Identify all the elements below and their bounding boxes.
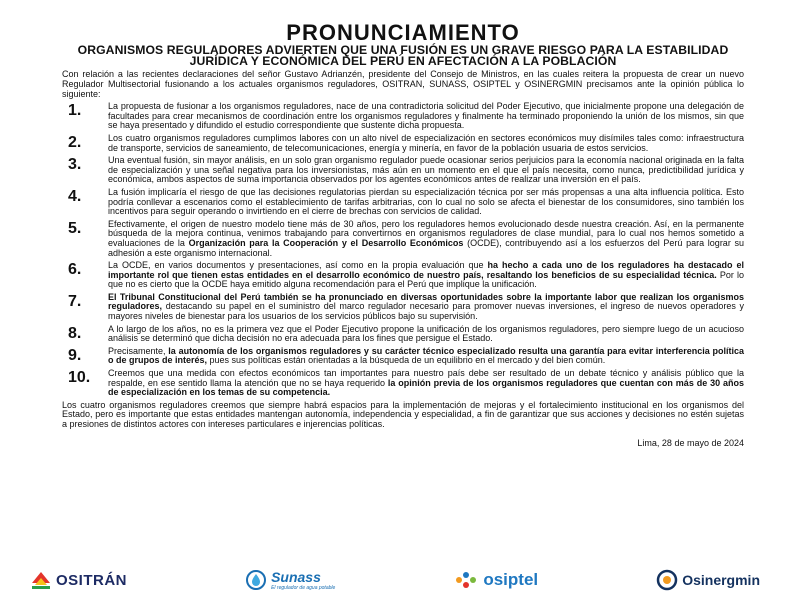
list-item xyxy=(62,261,744,290)
list-item xyxy=(62,293,744,322)
item-text-bold: la opinión previa de los organismos reguladores que cuentan con más de 30 años de especialización en los temas de su competencia. xyxy=(108,377,745,398)
sunass-drop-icon xyxy=(245,569,267,591)
item-text-bold: Organización para la Cooperación y el Desarrollo Económicos xyxy=(188,237,464,248)
item-number: 6. xyxy=(68,261,82,279)
item-number: 9. xyxy=(68,346,82,364)
item-text-post: (OCDE), contribuyendo así a los esfuerzos del Perú para lograr su adhesión a este organismo internacional. xyxy=(108,237,744,258)
item-text-pre: Una eventual fusión, sin mayor análisis, en un solo gran organismo regulador puede ocasionar serios perjuicios para la economía nacional originada en la falta de especialización y una señal negativa para los inversionistas, más aún en un momento en el que el país necesita, como nunca, predictibilidad jurídica y económica, ambos aspectos de suma importancia observados por los agentes económicos antes de realizar una inversión en el país. xyxy=(108,155,744,185)
document-title: PRONUNCIAMIENTO xyxy=(286,20,520,45)
item-text xyxy=(108,261,744,290)
list-item xyxy=(62,220,744,258)
item-number: 7. xyxy=(68,292,82,310)
item-text xyxy=(108,325,744,344)
closing-paragraph: Los cuatro organismos reguladores creemos que siempre habrá espacios para la implementación de mejoras y el fortalecimiento institucional en los organismos del Estado, pero es importante que estas entidades mantengan autonomía, independencia y especialidad, a fin de garantizar que sus acciones y decisiones no estén sujetas a presiones de distintos actores con intereses particulares e injerencias políticas. xyxy=(62,399,744,429)
item-text xyxy=(108,188,744,217)
ositran-emblem-icon xyxy=(30,569,52,591)
osiptel-logo xyxy=(453,569,538,591)
item-text xyxy=(108,347,744,366)
item-number: 10. xyxy=(68,369,91,387)
item-text xyxy=(108,293,744,322)
item-number: 2. xyxy=(68,133,82,151)
item-text-pre: La fusión implicaría el riesgo de que las decisiones regulatorias pierdan su especialización técnica por ser más propensas a una alta influencia política. Esto podría conllevar a escenarios como el establecimiento de tarifas arbitrarias, con lo cual no solo se afecta el bienestar de los consumidores, sino también los incentivos para seguir operando o invirtiendo en el cierre de brechas con servicios de calidad. xyxy=(108,186,744,217)
osiptel-wordmark: osiptel xyxy=(483,570,539,589)
item-number: 4. xyxy=(68,187,82,205)
osiptel-emblem-icon xyxy=(453,569,479,591)
item-text-post: pues sus políticas están orientadas a la búsqueda de un equilibrio en el mercado y del bien común. xyxy=(207,355,606,366)
item-number: 3. xyxy=(68,156,82,174)
item-text xyxy=(108,220,744,258)
item-text-pre: Precisamente, xyxy=(108,345,169,356)
item-text-pre: La propuesta de fusionar a los organismos reguladores, nace de una contradictoria solicitud del Poder Ejecutivo, que inicialmente propone una delegación de facultades para crear mecanismos de coordinación entre los organismos reguladores y finalmente ha terminado proponiendo la unión de los mismos, sin que se haya presentado y difundido el estudio correspondiente que sustente dicha propuesta. xyxy=(108,101,744,131)
item-text-bold: ha hecho a cada uno de los reguladores ha destacado el importante rol que tienen estas entidades en el desarrollo económico de nuestro país, resaltando los beneficios de su especialidad técnica. xyxy=(108,260,744,280)
item-text xyxy=(108,102,744,131)
item-text xyxy=(108,369,744,398)
document-subtitle: ORGANISMOS REGULADORES ADVIERTEN QUE UNA FUSIÓN ES UN GRAVE RIESGO PARA LA ESTABILIDAD JURÍDICA Y ECONÓMICA DEL PERÚ EN AFECTACIÓN A LA POBLACIÓN xyxy=(77,43,729,69)
item-text-pre: Efectivamente, el origen de nuestro modelo tiene más de 30 años, pero los reguladores hemos evolucionado desde nuestra creación. Así, en la permanente búsqueda de la mejora continua, venimos trabajando para convertirnos en organismos reguladores de clase mundial, para lo cual nos hemos sometido a evaluaciones de la xyxy=(108,218,744,248)
sunass-logo xyxy=(245,569,335,591)
ositran-logo xyxy=(30,569,127,591)
list-item xyxy=(62,134,744,153)
list-item xyxy=(62,325,744,344)
logo-bar xyxy=(30,566,760,594)
list-item xyxy=(62,188,744,217)
osinergmin-emblem-icon xyxy=(656,569,678,591)
item-text-pre: A lo largo de los años, no es la primera vez que el Poder Ejecutivo propone la unificación de los organismos reguladores, pero siempre luego de un acucioso análisis se determinó que dicha decisión no era adecuada para los fines que persigue el Estado. xyxy=(108,323,744,344)
list-item xyxy=(62,347,744,366)
item-text-pre: Creemos que una medida con efectos económicos tan importantes para nuestro país debe ser resultado de un debate técnico y análisis público que la respalde, en ese sentido llama la atención que no se haya requerido xyxy=(108,368,744,388)
numbered-list xyxy=(62,102,744,398)
document-date: Lima, 28 de mayo de 2024 xyxy=(637,437,744,448)
list-item xyxy=(62,156,744,185)
item-text-post: Por lo que no es cierto que la OCDE haya emitido alguna recomendación para el Perú que implique la unificación. xyxy=(108,269,744,290)
intro-paragraph: Con relación a las recientes declaraciones del señor Gustavo Adrianzén, presidente del Consejo de Ministros, en las cuales reitera la propuesta de crear un nuevo Regulador Multisectorial fusionando a los actuales organismos reguladores, OSITRAN, SUNASS, OSIPTEL y OSINERGMIN precisamos ante la opinión pública lo siguiente: xyxy=(62,69,744,99)
item-text-bold: la autonomía de los organismos reguladores y su carácter técnico especializado resulta una garantía para evitar interferencia política o de grupos de interés, xyxy=(108,345,744,366)
osinergmin-logo xyxy=(656,569,760,591)
item-text-bold: El Tribunal Constitucional del Perú también se ha pronunciado en diversas oportunidades sobre la importante labor que realizan los organismos reguladores, xyxy=(108,291,744,312)
list-item xyxy=(62,369,744,398)
item-number: 5. xyxy=(68,219,82,237)
item-text-pre: La OCDE, en varios documentos y presentaciones, así como en la propia evaluación que xyxy=(108,260,488,271)
list-item xyxy=(62,102,744,131)
item-text-pre: Los cuatro organismos reguladores cumplimos labores con un alto nivel de especialización en sectores económicos muy disímiles tales como: infraestructura de transporte, servicios de saneamiento, de telecomunicaciones, energía y minería, en favor de la población usuaria de estos servicios. xyxy=(108,132,744,153)
item-text-post: destacando su papel en el suministro del marco regulador necesario para promover nuevas inversiones, el ingreso de nuevos operadores y mayores niveles de bienestar para los usuarios de los servicios públicos bajo su supervisión. xyxy=(108,301,744,322)
sunass-tagline: El regulador de agua potable xyxy=(271,585,336,591)
item-number: 1. xyxy=(68,102,82,120)
ositran-wordmark: OSITRÁN xyxy=(56,571,127,589)
item-text xyxy=(108,156,744,185)
item-text xyxy=(108,134,744,153)
item-number: 8. xyxy=(68,324,82,342)
osinergmin-wordmark: Osinergmin xyxy=(682,572,760,588)
sunass-wordmark: Sunass xyxy=(271,569,321,585)
